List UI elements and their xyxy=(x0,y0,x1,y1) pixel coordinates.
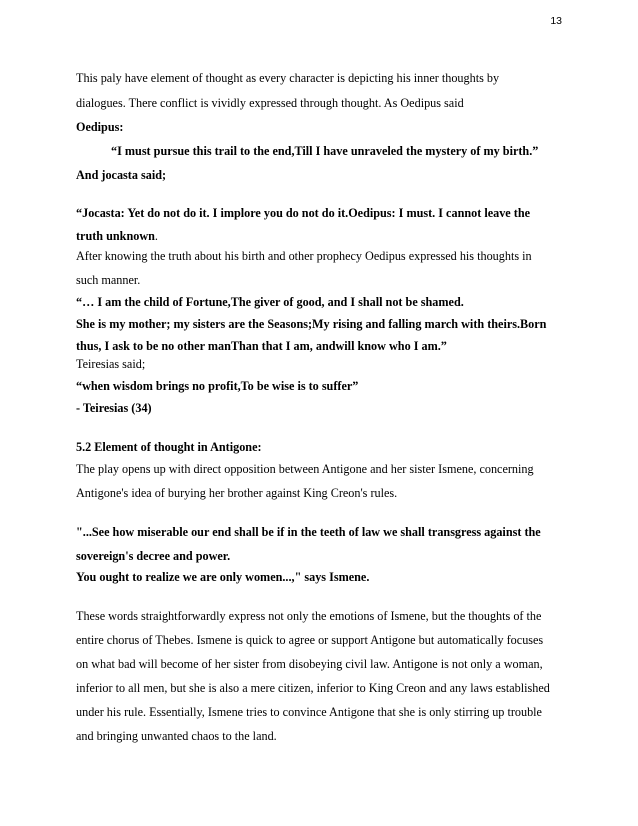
paragraph-line: such manner. xyxy=(76,273,141,287)
quote-line xyxy=(76,230,158,242)
quote-fragment: . xyxy=(154,229,158,243)
quote-line: "...See how miserable our end shall be if in the teeth of law we shall transgress against the xyxy=(76,525,541,539)
paragraph-line: These words straightforwardly express not only the emotions of Ismene, but the thoughts of the xyxy=(76,609,542,623)
paragraph-line: After knowing the truth about his birth and other prophecy Oedipus expressed his thoughts in xyxy=(76,249,532,263)
paragraph-line: inferior to all men, but she is also a mere citizen, inferior to King Creon and any laws established xyxy=(76,681,550,695)
quote-line: “… I am the child of Fortune,The giver of good, and I shall not be shamed. xyxy=(76,295,464,309)
paragraph-line: on what bad will become of her sister from disobeying civil law. Antigone is not only a woman, xyxy=(76,657,543,671)
paragraph-line: and bringing unwanted chaos to the land. xyxy=(76,729,277,743)
paragraph-line: And jocasta said; xyxy=(76,168,167,182)
quote-fragment: truth unknown xyxy=(76,229,155,243)
paragraph-line: Teiresias said; xyxy=(76,357,146,371)
paragraph-line: under his rule. Essentially, Ismene tries to convince Antigone that she is only stirring up trouble xyxy=(76,705,542,719)
quote-line: She is my mother; my sisters are the Seasons;My rising and falling march with theirs.Born xyxy=(76,317,547,331)
quote-line: You ought to realize we are only women...," says Ismene. xyxy=(76,570,370,584)
paragraph-line: The play opens up with direct opposition between Antigone and her sister Ismene, concerning xyxy=(76,462,534,476)
paragraph-line: Antigone's idea of burying her brother against King Creon's rules. xyxy=(76,486,398,500)
quote-line: sovereign's decree and power. xyxy=(76,549,231,563)
quote-line: “I must pursue this trail to the end,Till I have unraveled the mystery of my birth.” xyxy=(111,144,539,158)
quote-line: “Jocasta: Yet do not do it. I implore you do not do it.Oedipus: I must. I cannot leave the xyxy=(76,206,531,220)
citation-line: - Teiresias (34) xyxy=(76,401,152,415)
section-heading: 5.2 Element of thought in Antigone: xyxy=(76,440,262,454)
paragraph-line: dialogues. There conflict is vividly expressed through thought. As Oedipus said xyxy=(76,96,464,110)
paragraph-line: entire chorus of Thebes. Ismene is quick to agree or support Antigone but automatically focuses xyxy=(76,633,544,647)
quote-line: thus, I ask to be no other manThan that I am, andwill know who I am.” xyxy=(76,339,447,353)
page-number: 13 xyxy=(550,15,562,27)
quote-line: “when wisdom brings no profit,To be wise is to suffer” xyxy=(76,379,359,393)
speaker-label: Oedipus: xyxy=(76,120,124,134)
paragraph-line: This paly have element of thought as every character is depicting his inner thoughts by xyxy=(76,71,500,85)
